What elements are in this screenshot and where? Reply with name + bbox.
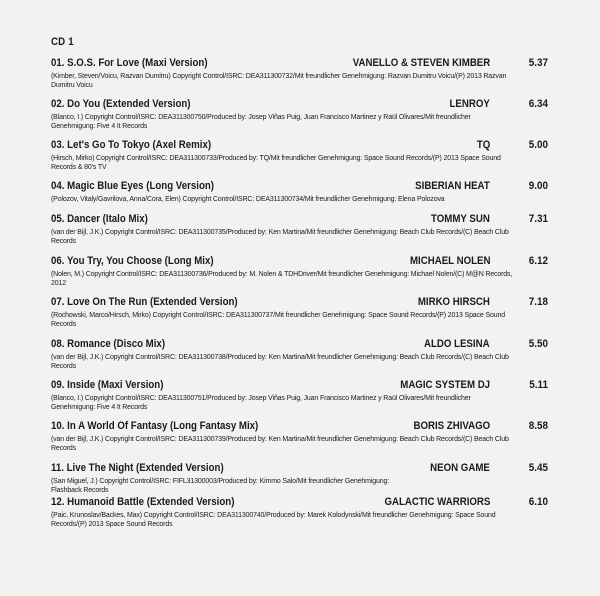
track-artist: NEON GAME <box>430 462 490 474</box>
track-credits: (Nolen, M.) Copyright Control/ISRC: DEA311300736/Produced by: M. Nolen & TDHDriver/Mit freundlicher Genehmigung: Michael Nolen/(C) M@N Records, 2012 <box>51 271 513 287</box>
track-title: 06. You Try, You Choose (Long Mix) <box>51 255 214 267</box>
track-entry <box>51 338 548 371</box>
track-artist: BORIS ZHIVAGO <box>413 420 490 432</box>
track-credits: (Blanco, I.) Copyright Control/ISRC: DEA311300751/Produced by: Josep Viñas Puig, Juan Francisco Martinez y Raül Olivares/Mit freundlicher Genehmigung: Five 4 It Records <box>51 395 471 411</box>
track-credits: (Rochowski, Marco/Hirsch, Mirko) Copyright Control/ISRC: DEA311300737/Mit freundlicher Genehmigung: Space Sound Records/(P) 2013 Space Sound Records <box>51 312 505 328</box>
track-header <box>51 98 548 112</box>
track-header <box>51 420 548 434</box>
track-title: 02. Do You (Extended Version) <box>51 98 191 110</box>
track-credits: (van der Bijl, J.K.) Copyright Control/ISRC: DEA311300738/Produced by: Ken Martina/Mit freundlicher Genehmigung: Beach Club Records/(C) Beach Club Records <box>51 354 509 370</box>
track-title: 04. Magic Blue Eyes (Long Version) <box>51 180 214 192</box>
track-header <box>51 57 548 71</box>
track-title: 01. S.O.S. For Love (Maxi Version) <box>51 57 208 69</box>
track-entry <box>51 139 548 172</box>
track-duration: 5.11 <box>529 379 548 391</box>
track-artist: SIBERIAN HEAT <box>415 180 490 192</box>
track-entry <box>51 379 548 412</box>
track-header <box>51 496 548 510</box>
track-artist: GALACTIC WARRIORS <box>384 496 490 508</box>
track-artist: MIRKO HIRSCH <box>417 296 490 308</box>
track-artist: TOMMY SUN <box>431 213 490 225</box>
track-header <box>51 296 548 310</box>
track-credits: (Hirsch, Mirko) Copyright Control/ISRC: DEA311300733/Produced by: TQ/Mit freundlicher Genehmigung: Space Sound Records/(P) 2013 Space Sound Records & 80's TV <box>51 155 501 171</box>
track-duration: 7.31 <box>528 213 548 225</box>
track-duration: 5.37 <box>528 57 548 69</box>
track-header <box>51 139 548 153</box>
track-title: 11. Live The Night (Extended Version) <box>51 462 224 474</box>
track-credits: (San Miguel, J.) Copyright Control/ISRC: FIFL31300003/Produced by: Kimmo Salo/Mit freundlicher Genehmigung: Flashback Records <box>51 478 390 494</box>
track-credits: (Kimber, Steven/Voicu, Razvan Dumitru) Copyright Control/ISRC: DEA311300732/Mit freundlicher Genehmigung: Razvan Dumitru Voicu/(P) 2013 Razvan Dumitru Voicu <box>51 73 507 89</box>
track-artist: VANELLO & STEVEN KIMBER <box>352 57 490 69</box>
track-artist: TQ <box>476 139 490 151</box>
track-duration: 6.10 <box>528 496 548 508</box>
track-credits: (van der Bijl, J.K.) Copyright Control/ISRC: DEA311300735/Produced by: Ken Martina/Mit freundlicher Genehmigung: Beach Club Records/(C) Beach Club Records <box>51 229 509 245</box>
track-entry <box>51 462 548 495</box>
track-title: 09. Inside (Maxi Version) <box>51 379 164 391</box>
track-credits: (van der Bijl, J.K.) Copyright Control/ISRC: DEA311300739/Produced by: Ken Martina/Mit freundlicher Genehmigung: Beach Club Records/(C) Beach Club Records <box>51 436 509 452</box>
track-title: 08. Romance (Disco Mix) <box>51 338 166 350</box>
track-credits: (Paic, Krunoslav/Backes, Max) Copyright Control/ISRC: DEA311300740/Produced by: Marek Kolodynski/Mit freundlicher Genehmigung: Space Sound Records/(P) 2013 Space Sound Records <box>51 512 496 528</box>
track-entry <box>51 496 548 529</box>
track-artist: MAGIC SYSTEM DJ <box>400 379 490 391</box>
track-artist: ALDO LESINA <box>424 338 490 350</box>
track-header <box>51 338 548 352</box>
track-header <box>51 379 548 393</box>
track-credits: (Blanco, I.) Copyright Control/ISRC: DEA311300750/Produced by: Josep Viñas Puig, Juan Francisco Martinez y Raül Olivares/Mit freundlicher Genehmigung: Five 4 It Records <box>51 114 471 130</box>
track-title: 07. Love On The Run (Extended Version) <box>51 296 238 308</box>
track-entry <box>51 98 548 131</box>
track-entry <box>51 180 548 204</box>
track-entry <box>51 255 548 288</box>
track-duration: 5.50 <box>528 338 548 350</box>
track-duration: 6.34 <box>528 98 548 110</box>
track-header <box>51 180 548 194</box>
track-title: 03. Let's Go To Tokyo (Axel Remix) <box>51 139 212 151</box>
track-duration: 7.18 <box>528 296 548 308</box>
track-title: 12. Humanoid Battle (Extended Version) <box>51 496 235 508</box>
track-duration: 5.00 <box>528 139 548 151</box>
track-duration: 5.45 <box>528 462 548 474</box>
track-title: 10. In A World Of Fantasy (Long Fantasy Mix) <box>51 420 259 432</box>
track-entry <box>51 213 548 246</box>
track-header <box>51 255 548 269</box>
cd-label: CD 1 <box>51 36 74 48</box>
track-duration: 6.12 <box>528 255 548 267</box>
track-artist: MICHAEL NOLEN <box>409 255 490 267</box>
track-header <box>51 213 548 227</box>
track-entry <box>51 420 548 453</box>
track-entry <box>51 57 548 90</box>
track-credits: (Polozov, Vitaly/Gavrilova, Anna/Cora, Elen) Copyright Control/ISRC: DEA311300734/Mit freundlicher Genehmigung: Elena Polozova <box>51 196 445 203</box>
track-duration: 9.00 <box>528 180 548 192</box>
track-header <box>51 462 548 476</box>
track-entry <box>51 296 548 329</box>
track-artist: LENROY <box>449 98 490 110</box>
track-duration: 8.58 <box>528 420 548 432</box>
track-title: 05. Dancer (Italo Mix) <box>51 213 148 225</box>
